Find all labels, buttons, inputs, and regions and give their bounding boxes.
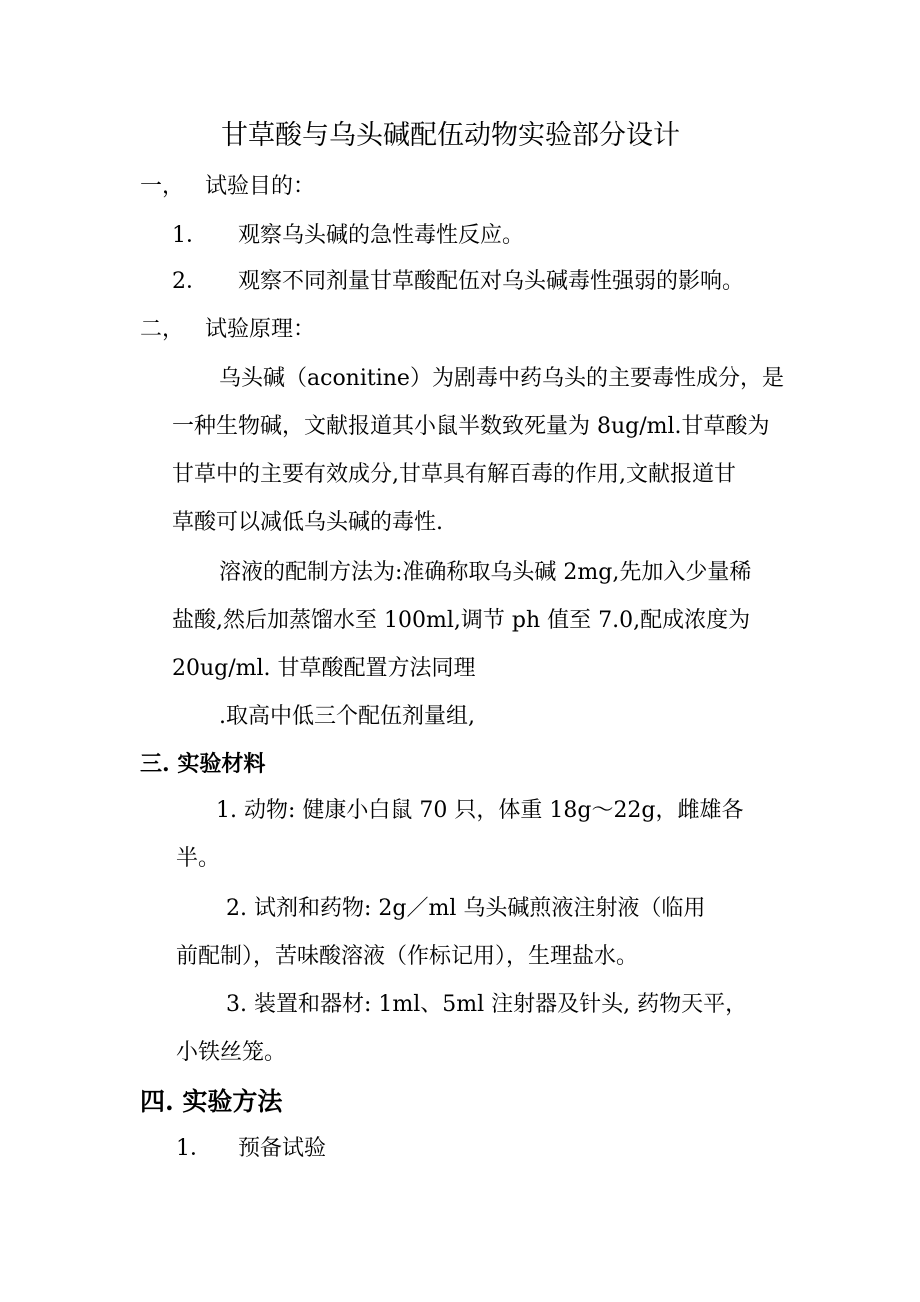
section2-heading: 试验原理： <box>205 317 316 342</box>
principle-para1-line3: 甘草中的主要有效成分,甘草具有解百毒的作用,文献报道甘 <box>172 462 736 487</box>
principle-para1-line2: 一种生物碱，文献报道其小鼠半数致死量为 8ug/ml.甘草酸为 <box>172 414 770 439</box>
material-item1-line2: 半。 <box>176 846 221 871</box>
section1-number: 一， <box>140 174 185 199</box>
material-item3-line2: 小铁丝笼。 <box>176 1040 287 1065</box>
section4-item1-text: 预备试验 <box>238 1136 327 1161</box>
principle-para3: .取高中低三个配伍剂量组, <box>219 704 475 729</box>
principle-para1-line1: 乌头碱（aconitine）为剧毒中药乌头的主要毒性成分，是 <box>219 366 784 391</box>
principle-para2-line1: 溶液的配制方法为:准确称取乌头碱 2mg,先加入少量稀 <box>219 560 752 585</box>
principle-para2-line3: 20ug/ml. 甘草酸配置方法同理 <box>172 656 476 681</box>
principle-para1-line4: 草酸可以减低乌头碱的毒性. <box>172 510 443 535</box>
material-item2-line1: 2. 试剂和药物: 2g／ml 乌头碱煎液注射液（临用 <box>226 896 706 921</box>
section4-item1-number: 1． <box>176 1136 212 1161</box>
material-item3-line1: 3. 装置和器材: 1ml、5ml 注射器及针头, 药物天平， <box>226 992 748 1017</box>
section1-item1-number: 1． <box>172 223 208 248</box>
section1-item1-text: 观察乌头碱的急性毒性反应。 <box>238 223 525 248</box>
material-item2-line2: 前配制），苦味酸溶液（作标记用），生理盐水。 <box>176 944 639 969</box>
section4-heading: 四. 实验方法 <box>140 1087 283 1116</box>
principle-para2-line2: 盐酸,然后加蒸馏水至 100ml,调节 ph 值至 7.0,配成浓度为 <box>172 608 751 633</box>
section1-heading: 试验目的： <box>205 174 316 199</box>
section2-number: 二， <box>140 317 185 342</box>
section1-item2-number: 2． <box>172 269 208 294</box>
material-item1-line1: 1. 动物: 健康小白鼠 70 只，体重 18g～22g，雌雄各 <box>216 798 744 823</box>
section1-item2-text: 观察不同剂量甘草酸配伍对乌头碱毒性强弱的影响。 <box>238 269 745 294</box>
document-title: 甘草酸与乌头碱配伍动物实验部分设计 <box>221 120 680 151</box>
section3-heading: 三. 实验材料 <box>140 751 266 777</box>
